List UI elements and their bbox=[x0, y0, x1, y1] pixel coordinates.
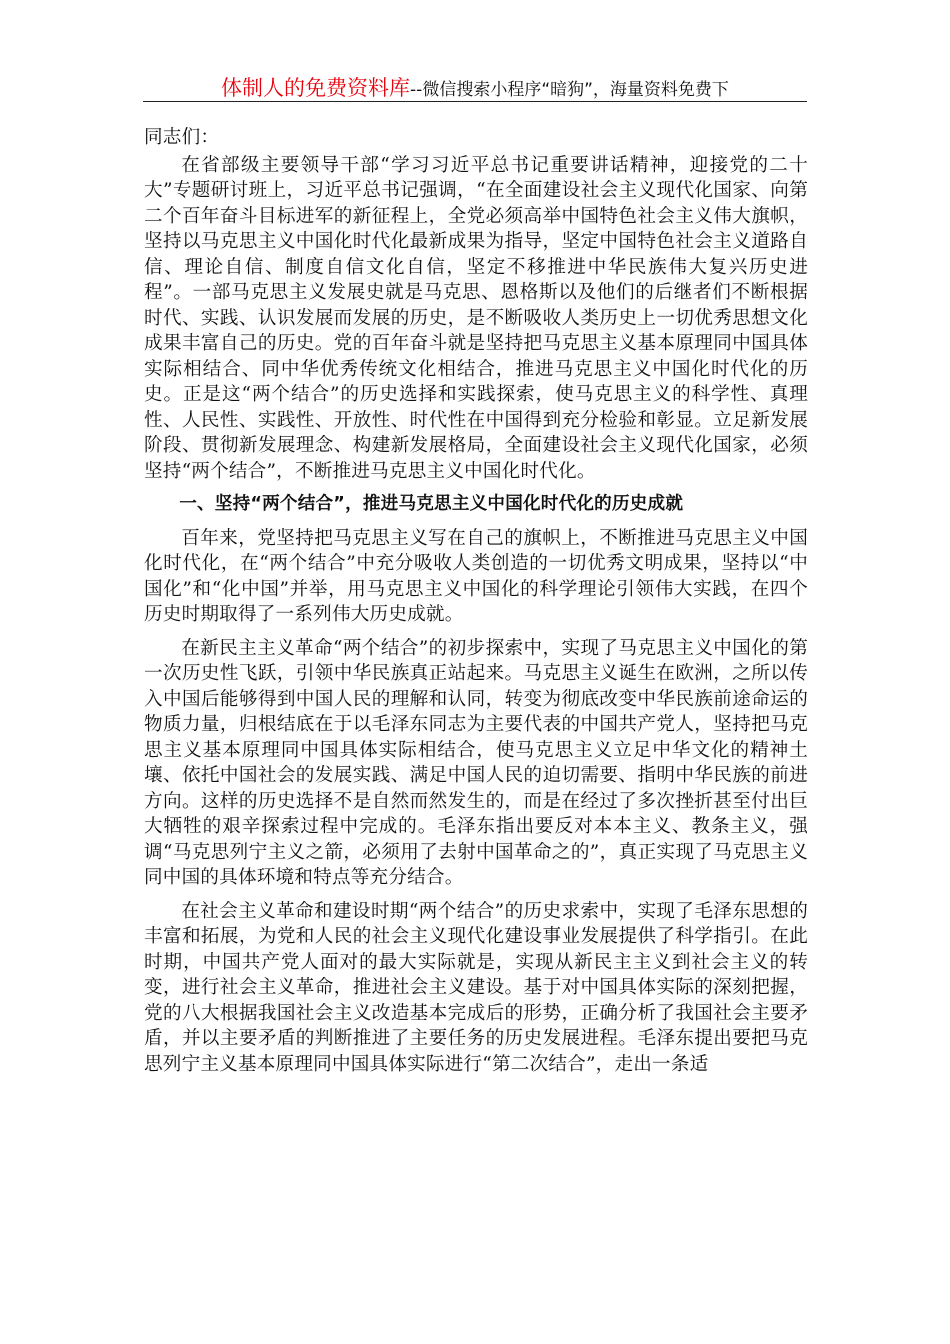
paragraph: 在新民主主义革命“两个结合”的初步探索中，实现了马克思主义中国化的第一次历史性飞跃，引领中华民族真正站起来。马克思主义诞生在欧洲，之所以传入中国后能够得到中国人民的理解和认同，转变为彻底改变中华民族前途命运的物质力量，归根结底在于以毛泽东同志为主要代表的中国共产党人，坚持把马克思主义基本原理同中国具体实际相结合，使马克思主义立足中华文化的精神土壤、依托中国社会的发展实践、满足中国人民的迫切需要、指明中华民族的前进方向。这样的历史选择不是自然而然发生的，而是在经过了多次挫折甚至付出巨大牺牲的艰辛探索过程中完成的。毛泽东指出要反对本本主义、教条主义，强调“马克思列宁主义之箭，必须用了去射中国革命之的”，真正实现了马克思主义同中国的具体环境和特点等充分结合。 bbox=[144, 637, 808, 888]
salutation: 同志们： bbox=[144, 127, 220, 148]
document-body bbox=[144, 125, 808, 1085]
paragraph: 百年来，党坚持把马克思主义写在自己的旗帜上，不断推进马克思主义中国化时代化，在“两个结合”中充分吸收人类创造的一切优秀文明成果，坚持以“中国化”和“化中国”并举，用马克思主义中国化的科学理论引领伟大实践，在四个历史时期取得了一系列伟大历史成就。 bbox=[144, 527, 808, 625]
paragraph-intro: 在省部级主要领导干部“学习习近平总书记重要讲话精神，迎接党的二十大”专题研讨班上，习近平总书记强调，“在全面建设社会主义现代化国家、向第二个百年奋斗目标进军的新征程上，全党必须高举中国特色社会主义伟大旗帜，坚持以马克思主义中国化时代化最新成果为指导，坚定中国特色社会主义道路自信、理论自信、制度自信文化自信，坚定不移推进中华民族伟大复兴历史进程”。一部马克思主义发展史就是马克思、恩格斯以及他们的后继者们不断根据时代、实践、认识发展而发展的历史，是不断吸收人类历史上一切优秀思想文化成果丰富自己的历史。党的百年奋斗就是坚持把马克思主义基本原理同中国具体实际相结合、同中华优秀传统文化相结合，推进马克思主义中国化时代化的历史。正是这“两个结合”的历史选择和实践探索，使马克思主义的科学性、真理性、人民性、实践性、开放性、时代性在中国得到充分检验和彰显。立足新发展阶段、贯彻新发展理念、构建新发展格局，全面建设社会主义现代化国家，必须坚持“两个结合”，不断推进马克思主义中国化时代化。 bbox=[144, 154, 808, 482]
header-promo-text: --微信搜索小程序“暗狗”，海量资料免费下 bbox=[410, 80, 729, 100]
section-heading: 一、坚持“两个结合”，推进马克思主义中国化时代化的历史成就 bbox=[179, 494, 684, 514]
page-header bbox=[143, 72, 807, 102]
header-divider bbox=[143, 101, 807, 102]
header-brand-text: 体制人的免费资料库 bbox=[221, 76, 411, 100]
paragraph: 在社会主义革命和建设时期“两个结合”的历史求索中，实现了毛泽东思想的丰富和拓展，为党和人民的社会主义现代化建设事业发展提供了科学指引。在此时期，中国共产党人面对的最大实际就是，实现从新民主主义到社会主义的转变，进行社会主义革命，推进社会主义建设。基于对中国具体实际的深刻把握，党的八大根据我国社会主义改造基本完成后的形势，正确分析了我国社会主要矛盾，并以主要矛盾的判断推进了主要任务的历史发展进程。毛泽东提出要把马克思列宁主义基本原理同中国具体实际进行“第二次结合”，走出一条适 bbox=[144, 900, 808, 1075]
